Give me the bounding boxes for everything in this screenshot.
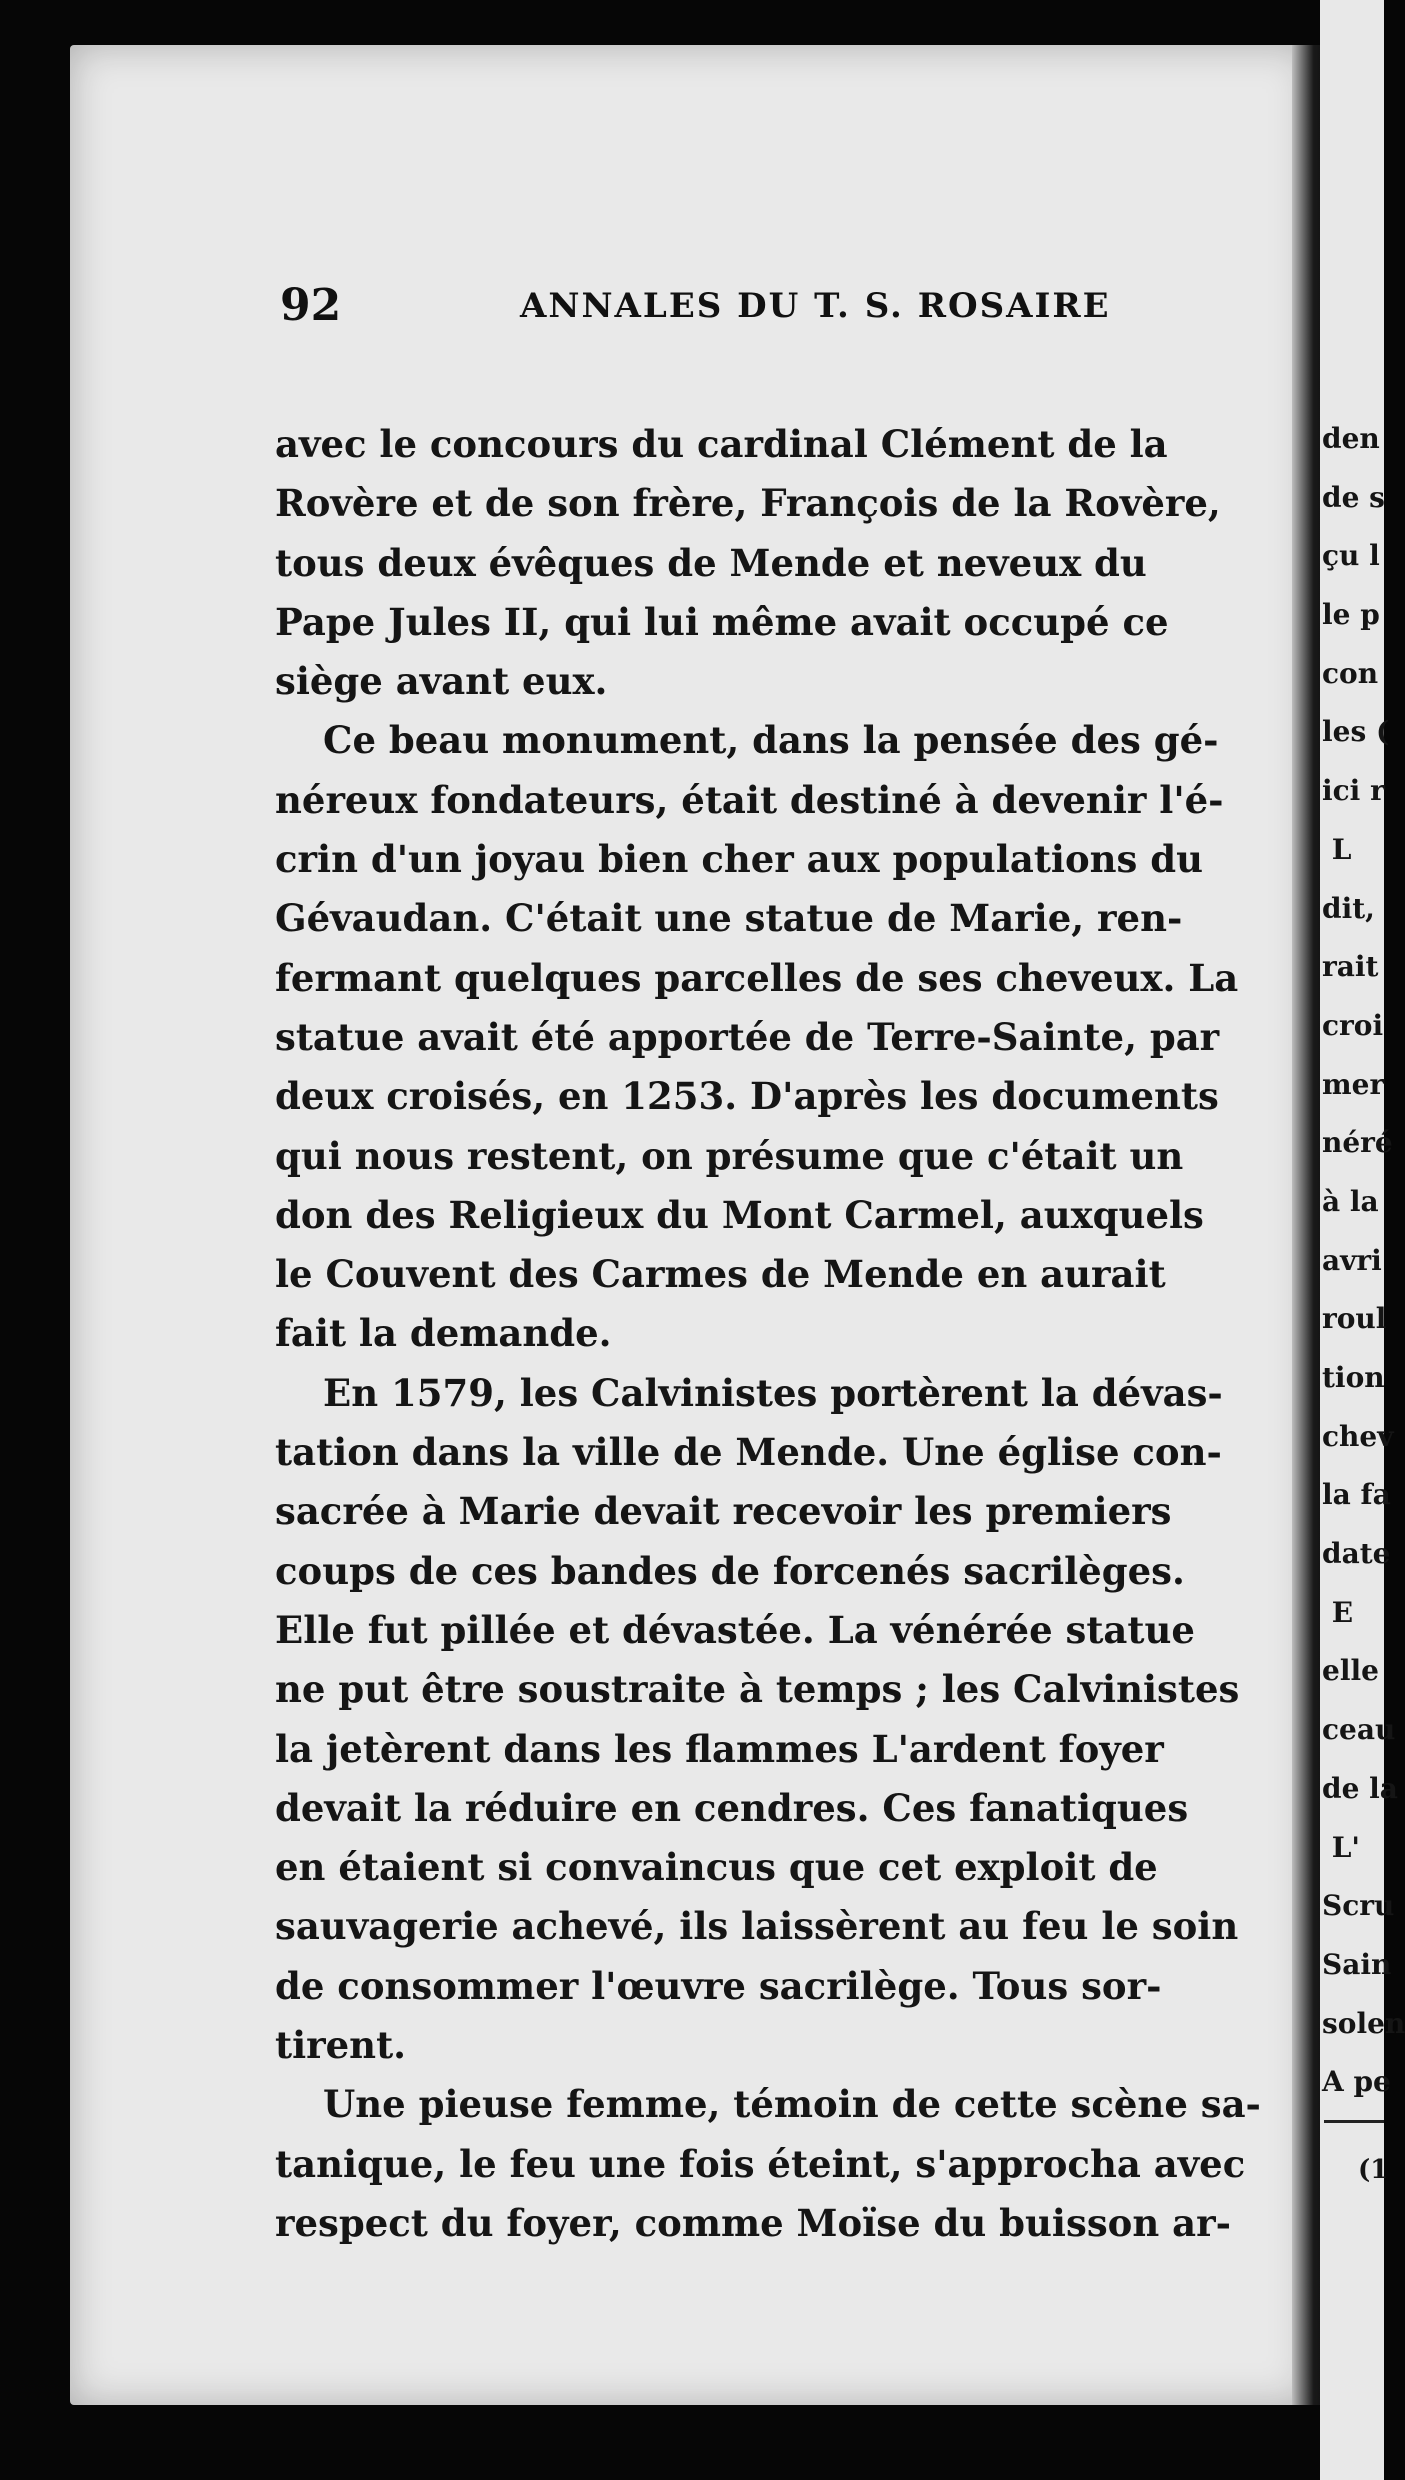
facing-page-edge bbox=[1320, 0, 1405, 2480]
text-line: ne put être soustraite à temps ; les Calvinistes bbox=[275, 1667, 1240, 1712]
facing-text-line: çu l bbox=[1322, 539, 1380, 573]
text-line: de consommer l'œuvre sacrilège. Tous sor- bbox=[275, 1963, 1162, 2008]
facing-text-line: E bbox=[1322, 1595, 1354, 1629]
facing-text-line: roul bbox=[1322, 1302, 1387, 1336]
facing-text-line: Sain bbox=[1322, 1947, 1392, 1981]
facing-text-line: de s bbox=[1322, 480, 1385, 514]
text-line: avec le concours du cardinal Clément de la bbox=[275, 422, 1168, 466]
facing-text-line: den bbox=[1322, 422, 1380, 455]
facing-text-line: de la bbox=[1322, 1771, 1398, 1805]
facing-text-line: A pe bbox=[1322, 2065, 1391, 2099]
text-line: néreux fondateurs, était destiné à devenir l'é- bbox=[275, 777, 1224, 822]
text-line: tanique, le feu une fois éteint, s'approcha avec bbox=[275, 2141, 1246, 2186]
facing-text-line: Scru bbox=[1322, 1889, 1395, 1923]
text-line: Pape Jules II, qui lui même avait occupé ce bbox=[275, 599, 1169, 644]
book-page bbox=[70, 45, 1310, 2405]
body-text bbox=[275, 415, 1345, 2253]
text-line: la jetèrent dans les flammes L'ardent foyer bbox=[275, 1726, 1164, 1771]
facing-text-line: date bbox=[1322, 1537, 1391, 1571]
facing-text-line: con bbox=[1322, 656, 1379, 690]
text-line: devait la réduire en cendres. Ces fanatiques bbox=[275, 1785, 1189, 1830]
page-number: 92 bbox=[280, 280, 342, 331]
facing-text-line: L' bbox=[1322, 1830, 1361, 1864]
running-title: ANNALES DU T. S. ROSAIRE bbox=[520, 286, 1111, 326]
text-line: siège avant eux. bbox=[275, 659, 608, 704]
facing-text-line: avri bbox=[1322, 1243, 1382, 1277]
text-line: tous deux évêques de Mende et neveux du bbox=[275, 540, 1147, 585]
facing-text-line: L bbox=[1322, 832, 1352, 866]
text-line: coups de ces bandes de forcenés sacrilèges. bbox=[275, 1548, 1185, 1593]
facing-text-line: chev bbox=[1322, 1419, 1394, 1453]
facing-text-line: la fa bbox=[1322, 1478, 1391, 1512]
facing-text-line: elle bbox=[1322, 1654, 1379, 1688]
facing-text-line: dit, bbox=[1322, 891, 1375, 925]
footnote-rule bbox=[1324, 2120, 1384, 2123]
facing-text-line: ici r bbox=[1322, 774, 1385, 808]
facing-footnote: (1 bbox=[1358, 2155, 1389, 2185]
text-line: Gévaudan. C'était une statue de Marie, ren- bbox=[275, 896, 1183, 941]
facing-text-line: à la bbox=[1322, 1184, 1379, 1218]
facing-text-line: rait bbox=[1322, 950, 1379, 984]
page-header bbox=[280, 280, 1210, 340]
facing-text-line: croi bbox=[1322, 1008, 1384, 1042]
text-line: Une pieuse femme, témoin de cette scène sa- bbox=[323, 2082, 1261, 2127]
text-line: fermant quelques parcelles de ses cheveux. La bbox=[275, 955, 1239, 1000]
text-line: en étaient si convaincus que cet exploit de bbox=[275, 1845, 1158, 1890]
facing-text-line: néré bbox=[1322, 1126, 1393, 1160]
text-line: Rovère et de son frère, François de la Rovère, bbox=[275, 481, 1221, 526]
facing-page-text bbox=[1322, 410, 1405, 2112]
facing-text-line: le p bbox=[1322, 598, 1380, 632]
text-line: tation dans la ville de Mende. Une église con- bbox=[275, 1430, 1222, 1475]
text-line: sauvagerie achevé, ils laissèrent au feu le soin bbox=[275, 1904, 1239, 1949]
facing-text-line: mer bbox=[1322, 1067, 1385, 1101]
text-line: sacrée à Marie devait recevoir les premiers bbox=[275, 1489, 1172, 1534]
text-line: Ce beau monument, dans la pensée des gé- bbox=[323, 718, 1219, 763]
text-line: En 1579, les Calvinistes portèrent la dévas- bbox=[323, 1370, 1223, 1415]
facing-text-line: ceau bbox=[1322, 1713, 1396, 1747]
text-line: don des Religieux du Mont Carmel, auxquels bbox=[275, 1192, 1204, 1237]
text-line: fait la demande. bbox=[275, 1311, 612, 1356]
text-line: respect du foyer, comme Moïse du buisson ar- bbox=[275, 2200, 1231, 2245]
text-line: crin d'un joyau bien cher aux populations du bbox=[275, 837, 1204, 882]
facing-text-line: tion bbox=[1322, 1361, 1385, 1394]
text-line: statue avait été apportée de Terre-Sainte, par bbox=[275, 1014, 1220, 1059]
text-line: tirent. bbox=[275, 2023, 407, 2068]
text-line: qui nous restent, on présume que c'était un bbox=[275, 1133, 1184, 1178]
text-line: le Couvent des Carmes de Mende en aurait bbox=[275, 1252, 1166, 1297]
facing-text-line: les ( bbox=[1322, 715, 1390, 749]
facing-text-line: solen bbox=[1322, 2006, 1405, 2040]
text-line: Elle fut pillée et dévastée. La vénérée statue bbox=[275, 1607, 1195, 1652]
text-line: deux croisés, en 1253. D'après les documents bbox=[275, 1074, 1219, 1119]
